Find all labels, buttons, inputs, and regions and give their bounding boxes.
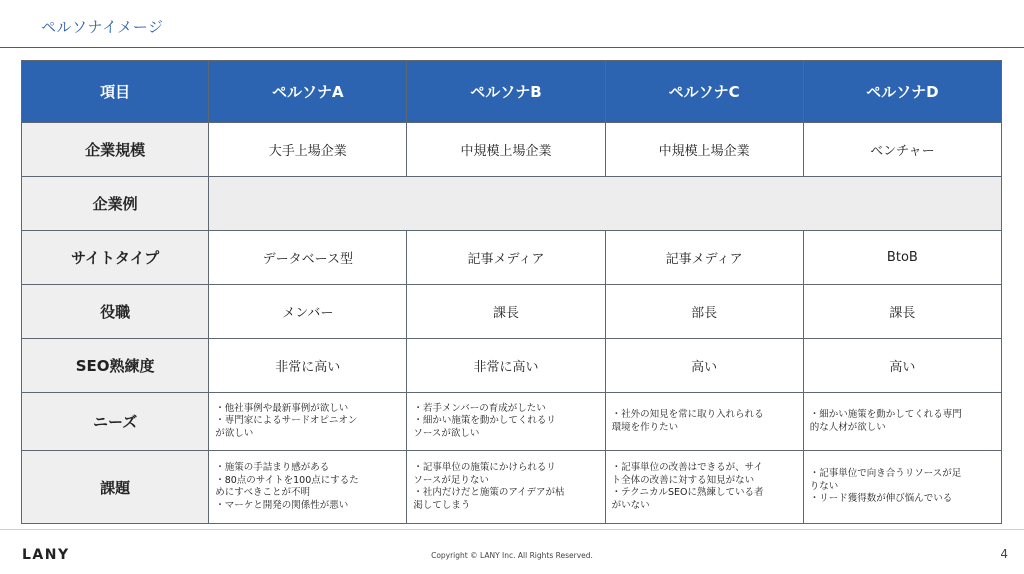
cell-issues-c <box>605 451 803 524</box>
note-line: ・テクニカルSEOに熟練している者 <box>611 487 764 498</box>
note-line: ・記事単位で向き合うリソースが足 <box>809 468 962 480</box>
row-label-issues: 課題 <box>22 451 209 524</box>
page-number: 4 <box>1000 547 1008 561</box>
cell-seo-skill-a: 非常に高い <box>209 339 407 393</box>
note-line: ・細かい施策を動かしてくれるリ <box>413 415 556 427</box>
cell-needs-c <box>605 393 803 451</box>
note-line: がいない <box>611 499 650 511</box>
cell-seo-skill-b: 非常に高い <box>407 339 605 393</box>
persona-table <box>21 60 1002 524</box>
footer-divider <box>0 529 1024 530</box>
table-row-issues <box>22 451 1002 524</box>
table-row-site-type <box>22 231 1002 285</box>
note-line: ・専門家によるサードオピニオン <box>215 415 358 427</box>
cell-company-size-c: 中規模上場企業 <box>605 123 803 177</box>
note-line: 環境を作りたい <box>611 421 679 433</box>
cell-issues-a <box>209 451 407 524</box>
cell-issues-b <box>407 451 605 524</box>
header-persona-d: ペルソナD <box>803 61 1001 123</box>
note-line: ・施策の手詰まり感がある <box>215 462 330 473</box>
note-line: ソースが欲しい <box>413 427 480 439</box>
title-divider <box>0 47 1024 48</box>
cell-needs-b <box>407 393 605 451</box>
note-line: ・他社事例や最新事例が欲しい <box>215 402 349 414</box>
copyright-text: Copyright © LANY Inc. All Rights Reserved. <box>431 551 593 560</box>
cell-company-size-a: 大手上場企業 <box>209 123 407 177</box>
table-row-role <box>22 285 1002 339</box>
note-line: りない <box>809 480 839 492</box>
table-row-needs <box>22 393 1002 451</box>
note-line: めにすべきことが不明 <box>215 487 310 498</box>
row-label-role: 役職 <box>22 285 209 339</box>
cell-company-size-b: 中規模上場企業 <box>407 123 605 177</box>
page-title: ペルソナイメージ <box>41 18 164 36</box>
row-label-company-size: 企業規模 <box>22 123 209 177</box>
header-persona-a: ペルソナA <box>209 61 407 123</box>
note-line: ・リード獲得数が伸び悩んでいる <box>809 493 953 505</box>
note-line: 的な人材が欲しい <box>809 421 886 433</box>
cell-needs-a <box>209 393 407 451</box>
note-line: ・若手メンバーの育成がしたい <box>413 402 546 414</box>
note-line: 渇してしまう <box>413 499 471 511</box>
header-persona-c: ペルソナC <box>605 61 803 123</box>
note-line: ・記事単位の改善はできるが、サイ <box>611 462 763 473</box>
note-line: ・社外の知見を常に取り入れられる <box>611 409 764 420</box>
lany-logo: LANY <box>22 547 70 563</box>
row-label-needs: ニーズ <box>22 393 209 451</box>
table-row-company-example <box>22 177 1002 231</box>
row-label-company-example: 企業例 <box>22 177 209 231</box>
note-line: ・細かい施策を動かしてくれる専門 <box>809 409 962 420</box>
cell-company-size-d: ベンチャー <box>803 123 1001 177</box>
note-line: が欲しい <box>215 427 254 439</box>
cell-seo-skill-d: 高い <box>803 339 1001 393</box>
note-line: ト全体の改善に対する知見がない <box>611 474 755 486</box>
cell-needs-d <box>803 393 1001 451</box>
note-line: ソースが足りない <box>413 474 489 486</box>
header-item: 項目 <box>22 61 209 123</box>
cell-role-b: 課長 <box>407 285 605 339</box>
cell-company-example-blank <box>209 177 1002 231</box>
note-line: ・記事単位の施策にかけられるリ <box>413 462 556 473</box>
cell-site-type-d: BtoB <box>803 231 1001 285</box>
note-line: ・マーケと開発の関係性が悪い <box>215 499 349 511</box>
cell-seo-skill-c: 高い <box>605 339 803 393</box>
cell-role-a: メンバー <box>209 285 407 339</box>
row-label-site-type: サイトタイプ <box>22 231 209 285</box>
note-line: ・80点のサイトを100点にするた <box>215 474 359 486</box>
row-label-seo-skill: SEO熟練度 <box>22 339 209 393</box>
header-persona-b: ペルソナB <box>407 61 605 123</box>
cell-issues-d <box>803 451 1001 524</box>
cell-site-type-b: 記事メディア <box>407 231 605 285</box>
cell-site-type-c: 記事メディア <box>605 231 803 285</box>
cell-role-d: 課長 <box>803 285 1001 339</box>
cell-role-c: 部長 <box>605 285 803 339</box>
table-row-seo-skill <box>22 339 1002 393</box>
table-row-company-size <box>22 123 1002 177</box>
note-line: ・社内だけだと施策のアイデアが枯 <box>413 487 565 498</box>
cell-site-type-a: データベース型 <box>209 231 407 285</box>
table-header-row <box>22 61 1002 123</box>
